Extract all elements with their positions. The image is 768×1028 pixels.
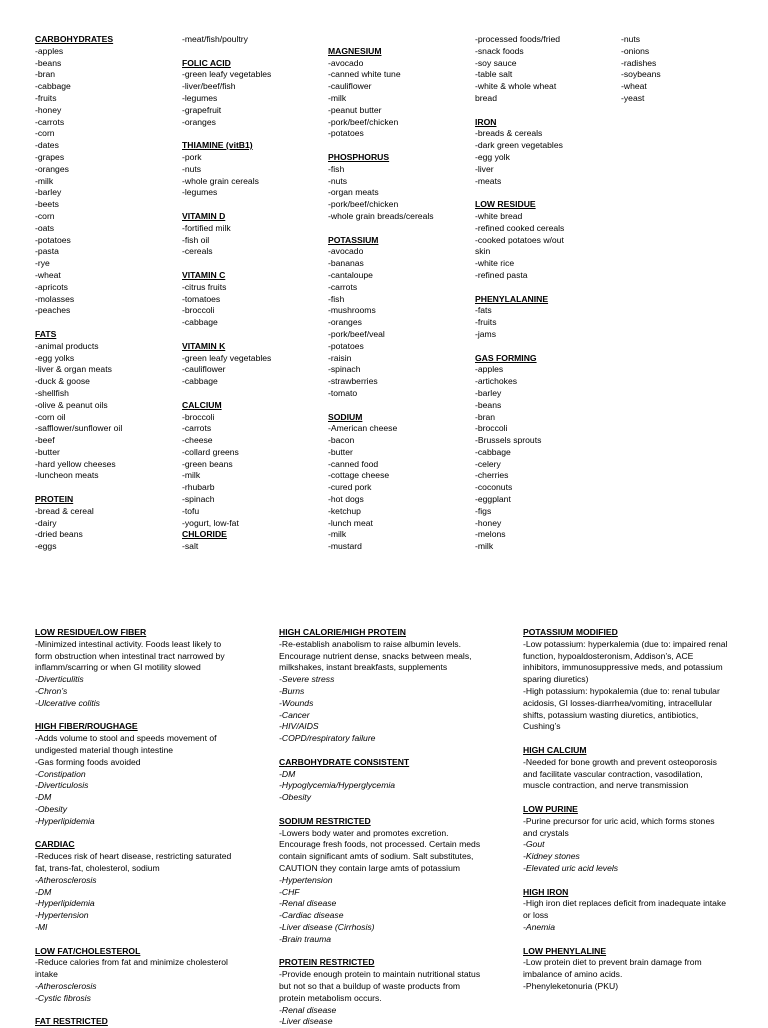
list-item: -Hyperlipidemia bbox=[35, 815, 95, 826]
list-item: -fruits bbox=[475, 317, 497, 328]
list-item: -liver & organ meats bbox=[35, 364, 112, 375]
list-item: -white bread bbox=[475, 210, 523, 221]
list-item: -dried beans bbox=[35, 529, 83, 540]
list-item: -liver bbox=[475, 163, 494, 174]
spacer bbox=[182, 46, 271, 58]
list-item: -canned food bbox=[328, 458, 379, 469]
list-item: -cabbage bbox=[35, 81, 71, 92]
list-item: -honey bbox=[35, 104, 62, 115]
list-item: -rye bbox=[35, 258, 50, 269]
list-item: -wheat bbox=[621, 81, 647, 92]
section-heading: THIAMINE (vitB1) bbox=[182, 140, 253, 151]
list-item: -Liver disease (Cirrhosis) bbox=[279, 921, 375, 932]
section-heading: CARBOHYDRATES bbox=[35, 34, 114, 44]
list-item: -nuts bbox=[621, 34, 641, 44]
bottom-column-1 bbox=[35, 627, 240, 1028]
list-item: -Re-establish anabolism to raise albumin levels. Encourage nutrient dense, snacks between meals, milkshakes, instant breakfasts, supplements bbox=[279, 638, 472, 673]
list-item: -Hypertension bbox=[35, 910, 89, 921]
spacer bbox=[523, 792, 728, 804]
list-item: -Low potassium: hyperkalemia (due to: impaired renal function, hypoaldosteronism, Addison’s, ACE inhibitors, immunosuppressive meds, and potassium sparing diuretics) bbox=[523, 638, 728, 685]
spacer bbox=[328, 223, 434, 235]
list-item: -Phenyleketonuria (PKU) bbox=[523, 980, 619, 991]
list-item: -Low protein diet to prevent brain damage from imbalance of amino acids. bbox=[523, 957, 702, 980]
list-item: -artichokes bbox=[475, 376, 518, 387]
list-item: -Renal disease bbox=[279, 898, 337, 909]
list-item: -fish oil bbox=[182, 234, 210, 245]
list-item: -High iron diet replaces deficit from inadequate intake or loss bbox=[523, 898, 727, 921]
list-item: -High potassium: hypokalemia (due to: renal tubular acidosis, GI losses-diarrhea/vomiting, intracellular shifts, potassium wasting diuretics, antibiotics, Cushing’s bbox=[523, 685, 720, 732]
list-item: -canned white tune bbox=[328, 69, 401, 80]
list-item: -bran bbox=[475, 411, 496, 422]
list-item: -egg yolk bbox=[475, 151, 510, 162]
list-item: -beans bbox=[35, 57, 62, 68]
section-heading: CALCIUM bbox=[182, 399, 222, 410]
list-item: -oranges bbox=[328, 317, 362, 328]
section-heading: CARDIAC bbox=[35, 839, 75, 850]
list-item: -fats bbox=[475, 305, 492, 316]
list-item: -eggs bbox=[35, 541, 57, 552]
list-item: -refined cooked cereals bbox=[475, 222, 565, 233]
list-item: -cooked potatoes w/out bbox=[475, 234, 564, 245]
list-item: -coconuts bbox=[475, 482, 513, 493]
list-item: -hard yellow cheeses bbox=[35, 458, 116, 469]
list-item: -Diverticulosis bbox=[35, 780, 89, 791]
list-item: -green beans bbox=[182, 458, 233, 469]
spacer bbox=[328, 400, 434, 412]
spacer bbox=[475, 341, 564, 353]
list-item: -Obesity bbox=[35, 803, 67, 814]
list-item: -figs bbox=[475, 505, 492, 516]
list-item: bread bbox=[475, 92, 497, 103]
list-item: -milk bbox=[182, 470, 201, 481]
top-column-5 bbox=[621, 34, 661, 105]
list-item: -yogurt, low-fat bbox=[182, 517, 239, 528]
list-item: -Reduce calories from fat and minimize cholesterol intake bbox=[35, 957, 228, 980]
list-item: -cauliflower bbox=[328, 81, 372, 92]
list-item: -legumes bbox=[182, 92, 218, 103]
list-item: -apples bbox=[35, 45, 64, 56]
list-item: -corn oil bbox=[35, 411, 66, 422]
section-heading: LOW FAT/CHOLESTEROL bbox=[35, 945, 141, 956]
spacer bbox=[523, 875, 728, 887]
list-item: -peaches bbox=[35, 305, 71, 316]
list-item: -strawberries bbox=[328, 376, 378, 387]
list-item: -DM bbox=[35, 886, 52, 897]
list-item: -liver/beef/fish bbox=[182, 81, 236, 92]
list-item: -green leafy vegetables bbox=[182, 352, 272, 363]
list-item: -grapes bbox=[35, 151, 65, 162]
list-item: -milk bbox=[328, 92, 347, 103]
section-heading: CARBOHYDRATE CONSISTENT bbox=[279, 756, 410, 767]
list-item: -cabbage bbox=[182, 376, 218, 387]
list-item: -Wounds bbox=[279, 697, 314, 708]
list-item: -oats bbox=[35, 222, 55, 233]
list-item: -cheese bbox=[182, 435, 213, 446]
list-item: -soybeans bbox=[621, 69, 661, 80]
spacer bbox=[35, 317, 122, 329]
list-item: -potatoes bbox=[328, 340, 364, 351]
list-item: -Burns bbox=[279, 685, 305, 696]
spacer bbox=[182, 329, 271, 341]
list-item: -CHF bbox=[279, 886, 300, 897]
list-item: -Reduces risk of heart disease, restricting saturated fat, trans-fat, cholesterol, sodium bbox=[35, 851, 232, 873]
list-item: -oranges bbox=[35, 163, 69, 174]
list-item: -milk bbox=[328, 529, 347, 540]
list-item: -citrus fruits bbox=[182, 281, 227, 292]
list-item: -Cancer bbox=[279, 709, 310, 720]
section-heading: FATS bbox=[35, 328, 57, 339]
section-heading: MAGNESIUM bbox=[328, 45, 382, 56]
list-item: -animal products bbox=[35, 340, 99, 351]
list-item: -Liver disease bbox=[279, 1016, 333, 1027]
list-item: -Cystic fibrosis bbox=[35, 992, 91, 1003]
list-item: -meats bbox=[475, 175, 502, 186]
list-item: -dark green vegetables bbox=[475, 140, 563, 151]
list-item: -tofu bbox=[182, 505, 200, 516]
list-item: -apricots bbox=[35, 281, 68, 292]
list-item: -jams bbox=[475, 328, 497, 339]
list-item: -barley bbox=[475, 387, 502, 398]
list-item: -spinach bbox=[182, 494, 215, 505]
list-item: -refined pasta bbox=[475, 269, 528, 280]
list-item: -cured pork bbox=[328, 482, 372, 493]
list-item: -broccoli bbox=[182, 305, 215, 316]
list-item: -beans bbox=[475, 399, 502, 410]
section-heading: HIGH FIBER/ROUGHAGE bbox=[35, 721, 138, 732]
list-item: -Needed for bone growth and prevent osteoporosis and facilitate vascular contraction, vasodilation, muscle contraction, and nerve transmission bbox=[523, 756, 717, 791]
list-item: -radishes bbox=[621, 57, 657, 68]
list-item: -cottage cheese bbox=[328, 470, 390, 481]
list-item: -eggplant bbox=[475, 494, 511, 505]
list-item: -fish bbox=[328, 293, 345, 304]
list-item: -nuts bbox=[182, 163, 202, 174]
list-item: -corn bbox=[35, 128, 55, 139]
list-item: -olive & peanut oils bbox=[35, 399, 108, 410]
list-item: -carrots bbox=[35, 116, 65, 127]
list-item: -breads & cereals bbox=[475, 128, 543, 139]
spacer bbox=[475, 187, 564, 199]
list-item: -luncheon meats bbox=[35, 470, 99, 481]
list-item: -legumes bbox=[182, 187, 218, 198]
list-item: -Atherosclerosis bbox=[35, 874, 97, 885]
section-heading: FOLIC ACID bbox=[182, 57, 231, 68]
list-item: -Obesity bbox=[279, 792, 311, 803]
list-item: -Ulcerative colitis bbox=[35, 697, 100, 708]
list-item: -Lowers body water and promotes excretion. Encourage fresh foods, not processed. Certain meds contain significant amts of sodium. Salt substitutes, CAUTION they contain large amts of potassium bbox=[279, 827, 481, 873]
spacer bbox=[523, 733, 728, 745]
list-item: -Provide enough protein to maintain nutritional status but not so that a buildup of waste products from protein metabolism occurs. bbox=[279, 969, 481, 1003]
list-item: -cauliflower bbox=[182, 364, 226, 375]
list-item: -cherries bbox=[475, 470, 509, 481]
list-item: -dates bbox=[35, 140, 59, 151]
spacer bbox=[35, 482, 122, 494]
list-item: -mustard bbox=[328, 541, 362, 552]
list-item: -bran bbox=[35, 69, 56, 80]
list-item: -dairy bbox=[35, 517, 57, 528]
section-heading: LOW RESIDUE/LOW FIBER bbox=[35, 627, 147, 637]
section-heading: SODIUM RESTRICTED bbox=[279, 815, 371, 826]
list-item: -barley bbox=[35, 187, 62, 198]
list-item: -shellfish bbox=[35, 387, 69, 398]
list-item: -onions bbox=[621, 45, 650, 56]
list-item: -salt bbox=[182, 541, 199, 552]
list-item: -Minimized intestinal activity. Foods least likely to form obstruction when intestinal tract narrowed by inflamm/scarring or when GI motility slowed bbox=[35, 638, 225, 673]
list-item: -butter bbox=[328, 446, 353, 457]
list-item: -fortified milk bbox=[182, 222, 231, 233]
spacer bbox=[475, 282, 564, 294]
list-item: -avocado bbox=[328, 246, 364, 257]
list-item: -pork/beef/chicken bbox=[328, 116, 399, 127]
list-item: -broccoli bbox=[182, 411, 215, 422]
list-item: -tomatoes bbox=[182, 293, 221, 304]
list-item: -grapefruit bbox=[182, 104, 222, 115]
list-item: -bread & cereal bbox=[35, 505, 94, 516]
spacer bbox=[279, 946, 484, 958]
list-item: -snack foods bbox=[475, 45, 524, 56]
list-item: -Adds volume to stool and speeds movement of undigested material though intestine bbox=[35, 733, 217, 755]
section-heading: VITAMIN C bbox=[182, 269, 226, 280]
bottom-column-3 bbox=[523, 627, 728, 993]
section-heading: IRON bbox=[475, 116, 497, 127]
top-column-4 bbox=[475, 34, 564, 553]
list-item: -Atherosclerosis bbox=[35, 980, 97, 991]
list-item: -cantaloupe bbox=[328, 269, 373, 280]
list-item: -Renal disease bbox=[279, 1004, 337, 1015]
section-heading: PROTEIN RESTRICTED bbox=[279, 957, 375, 968]
section-heading: POTASSIUM MODIFIED bbox=[523, 627, 618, 637]
list-item: -raisin bbox=[328, 352, 352, 363]
list-item: -Hypoglycemia/Hyperglycemia bbox=[279, 780, 396, 791]
list-item: -processed foods/fried bbox=[475, 34, 561, 44]
list-item: -Brain trauma bbox=[279, 933, 332, 944]
spacer bbox=[35, 934, 240, 946]
list-item: -beets bbox=[35, 199, 59, 210]
list-item: -Cardiac disease bbox=[279, 910, 344, 921]
list-item: -safflower/sunflower oil bbox=[35, 423, 123, 434]
top-column-1 bbox=[35, 34, 122, 553]
list-item: -whole grain cereals bbox=[182, 175, 259, 186]
list-item: -pasta bbox=[35, 246, 59, 257]
list-item: -molasses bbox=[35, 293, 75, 304]
spacer bbox=[182, 388, 271, 400]
list-item: -COPD/respiratory failure bbox=[279, 733, 376, 744]
list-item: -butter bbox=[35, 446, 60, 457]
section-heading: LOW PHENYLALINE bbox=[523, 945, 607, 956]
list-item: -pork/beef/chicken bbox=[328, 199, 399, 210]
list-item: -Anemia bbox=[523, 921, 555, 932]
section-heading: PHENYLALANINE bbox=[475, 293, 549, 304]
list-item: -American cheese bbox=[328, 423, 398, 434]
list-item: -avocado bbox=[328, 57, 364, 68]
spacer bbox=[182, 128, 271, 140]
list-item: -duck & goose bbox=[35, 376, 90, 387]
section-heading: FAT RESTRICTED bbox=[35, 1016, 108, 1027]
section-heading: HIGH CALORIE/HIGH PROTEIN bbox=[279, 627, 407, 637]
list-item: -rhubarb bbox=[182, 482, 215, 493]
spacer bbox=[182, 199, 271, 211]
list-item: -Hyperlipidemia bbox=[35, 898, 95, 909]
list-item: -DM bbox=[279, 768, 296, 779]
list-item: -yeast bbox=[621, 92, 645, 103]
section-heading: VITAMIN K bbox=[182, 340, 226, 351]
list-item: -Elevated uric acid levels bbox=[523, 862, 619, 873]
list-item: -broccoli bbox=[475, 423, 508, 434]
list-item: -cabbage bbox=[182, 317, 218, 328]
list-item: -bacon bbox=[328, 435, 355, 446]
list-item: -cabbage bbox=[475, 446, 511, 457]
list-item: -Constipation bbox=[35, 768, 86, 779]
list-item: -ketchup bbox=[328, 505, 361, 516]
section-heading: HIGH CALCIUM bbox=[523, 744, 587, 755]
list-item: -Diverticulitis bbox=[35, 674, 84, 685]
spacer bbox=[279, 804, 484, 816]
top-column-2 bbox=[182, 34, 271, 553]
list-item: -spinach bbox=[328, 364, 361, 375]
section-heading: LOW PURINE bbox=[523, 803, 578, 814]
list-item: -meat/fish/poultry bbox=[182, 34, 248, 44]
list-item: -Brussels sprouts bbox=[475, 435, 542, 446]
list-item: -honey bbox=[475, 517, 502, 528]
spacer bbox=[35, 710, 240, 722]
section-heading: POTASSIUM bbox=[328, 234, 379, 245]
list-item: -potatoes bbox=[328, 128, 364, 139]
section-heading: PHOSPHORUS bbox=[328, 151, 390, 162]
list-item: -organ meats bbox=[328, 187, 379, 198]
list-item: -Hypertension bbox=[279, 874, 333, 885]
spacer bbox=[475, 105, 564, 117]
list-item: -Purine precursor for uric acid, which forms stones and crystals bbox=[523, 815, 715, 838]
section-heading: GAS FORMING bbox=[475, 352, 537, 363]
list-item: -whole grain breads/cereals bbox=[328, 210, 434, 221]
list-item: skin bbox=[475, 246, 491, 257]
spacer bbox=[182, 258, 271, 270]
spacer bbox=[35, 1005, 240, 1017]
section-heading: HIGH IRON bbox=[523, 886, 569, 897]
list-item: -table salt bbox=[475, 69, 513, 80]
list-item: -beef bbox=[35, 435, 55, 446]
list-item: -celery bbox=[475, 458, 501, 469]
list-item: -green leafy vegetables bbox=[182, 69, 272, 80]
section-heading: CHLORIDE bbox=[182, 529, 227, 540]
list-item: -potatoes bbox=[35, 234, 71, 245]
spacer bbox=[328, 140, 434, 152]
section-heading: VITAMIN D bbox=[182, 210, 226, 221]
spacer bbox=[328, 34, 434, 46]
section-heading: PROTEIN bbox=[35, 494, 74, 505]
list-item: -fruits bbox=[35, 92, 57, 103]
list-item: -carrots bbox=[182, 423, 212, 434]
list-item: -nuts bbox=[328, 175, 348, 186]
spacer bbox=[523, 934, 728, 946]
list-item: -HIV/AIDS bbox=[279, 721, 319, 732]
list-item: -Kidney stones bbox=[523, 851, 580, 862]
list-item: -white rice bbox=[475, 258, 515, 269]
list-item: -Severe stress bbox=[279, 674, 335, 685]
list-item: -carrots bbox=[328, 281, 358, 292]
list-item: -Gas forming foods avoided bbox=[35, 756, 141, 767]
list-item: -egg yolks bbox=[35, 352, 75, 363]
list-item: -mushrooms bbox=[328, 305, 376, 316]
spacer bbox=[35, 828, 240, 840]
list-item: -soy sauce bbox=[475, 57, 517, 68]
list-item: -cereals bbox=[182, 246, 213, 257]
section-heading: SODIUM bbox=[328, 411, 363, 422]
list-item: -MI bbox=[35, 921, 48, 932]
list-item: -Chron’s bbox=[35, 685, 68, 696]
list-item: -pork/beef/veal bbox=[328, 328, 385, 339]
list-item: -milk bbox=[35, 175, 54, 186]
bottom-column-2 bbox=[279, 627, 484, 1028]
section-heading: LOW RESIDUE bbox=[475, 199, 536, 210]
list-item: -tomato bbox=[328, 387, 358, 398]
list-item: -wheat bbox=[35, 269, 61, 280]
list-item: -oranges bbox=[182, 116, 216, 127]
list-item: -apples bbox=[475, 364, 504, 375]
list-item: -Gout bbox=[523, 839, 545, 850]
list-item: -milk bbox=[475, 541, 494, 552]
list-item: -hot dogs bbox=[328, 494, 364, 505]
list-item: -fish bbox=[328, 163, 345, 174]
list-item: -collard greens bbox=[182, 446, 239, 457]
list-item: -bananas bbox=[328, 258, 364, 269]
list-item: -pork bbox=[182, 151, 202, 162]
list-item: -white & whole wheat bbox=[475, 81, 557, 92]
top-column-3 bbox=[328, 34, 434, 553]
list-item: -DM bbox=[35, 792, 52, 803]
list-item: -corn bbox=[35, 210, 55, 221]
list-item: -lunch meat bbox=[328, 517, 373, 528]
list-item: -peanut butter bbox=[328, 104, 382, 115]
spacer bbox=[279, 745, 484, 757]
list-item: -melons bbox=[475, 529, 506, 540]
